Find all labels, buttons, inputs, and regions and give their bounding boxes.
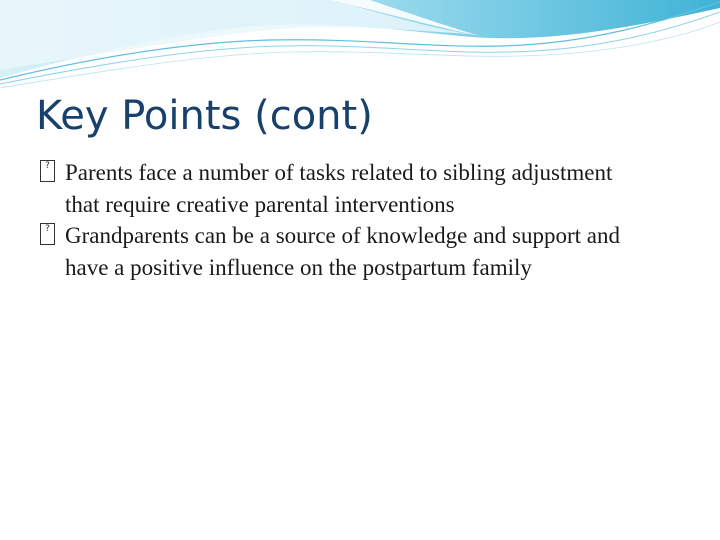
missing-glyph-icon: ? xyxy=(40,160,55,182)
missing-glyph-icon: ? xyxy=(40,223,55,245)
bullet-text: Parents face a number of tasks related to sibling adjustment that require creative parental interventions xyxy=(65,160,613,217)
wave-header-decoration xyxy=(0,0,720,90)
bullet-text: Grandparents can be a source of knowledge and support and have a positive influence on the postpartum family xyxy=(65,223,620,280)
slide-title: Key Points (cont) xyxy=(36,93,373,139)
bullet-item xyxy=(40,220,640,283)
bullet-list xyxy=(40,157,640,283)
bullet-item xyxy=(40,157,640,220)
